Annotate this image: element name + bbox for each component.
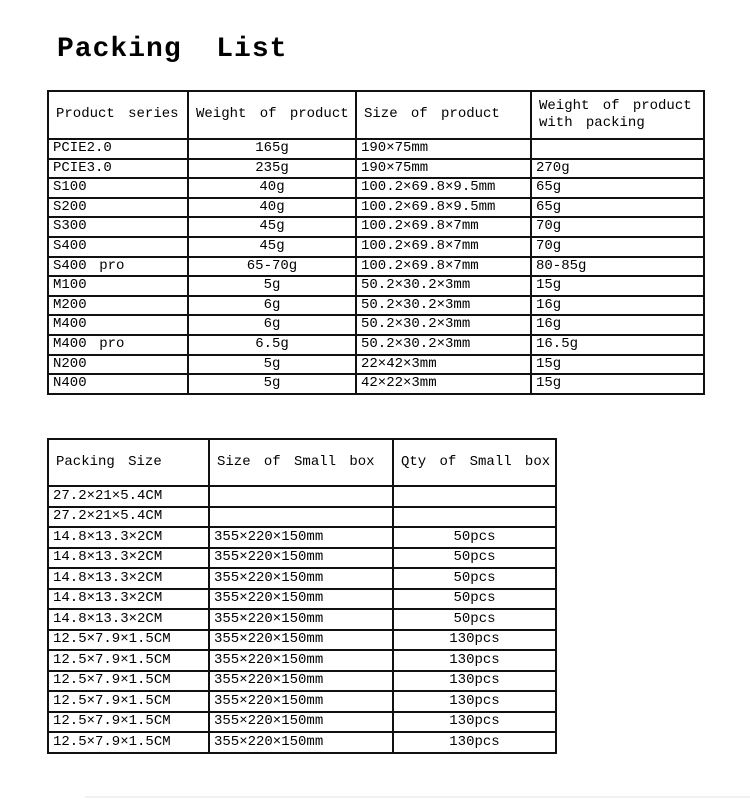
table-row — [48, 691, 556, 712]
packing-table-cell-r2-c0: 14.8×13.3×2CM — [48, 527, 209, 548]
packing-table-cell-r9-c2: 130pcs — [393, 671, 556, 692]
page-title: Packing List — [57, 34, 288, 65]
product-table-cell-r1-c1: 235g — [188, 159, 356, 179]
product-table-cell-r2-c2: 100.2×69.8×9.5mm — [356, 178, 531, 198]
product-table-cell-r5-c0: S400 — [48, 237, 188, 257]
product-table-cell-r0-c0: PCIE2.0 — [48, 139, 188, 159]
table-row — [48, 315, 704, 335]
product-table-cell-r12-c0: N400 — [48, 374, 188, 394]
packing-table-header — [48, 439, 556, 486]
page-bottom-edge — [85, 796, 750, 798]
packing-table-cell-r8-c1: 355×220×150mm — [209, 650, 393, 671]
product-table-cell-r5-c1: 45g — [188, 237, 356, 257]
packing-table-cell-r3-c2: 50pcs — [393, 548, 556, 569]
product-table-cell-r5-c2: 100.2×69.8×7mm — [356, 237, 531, 257]
packing-table — [47, 438, 557, 754]
product-table-cell-r3-c0: S200 — [48, 198, 188, 218]
table-row — [48, 159, 704, 179]
product-table-cell-r1-c0: PCIE3.0 — [48, 159, 188, 179]
packing-table-cell-r4-c1: 355×220×150mm — [209, 568, 393, 589]
product-table-cell-r1-c2: 190×75mm — [356, 159, 531, 179]
packing-table-body — [48, 486, 556, 753]
product-table-cell-r10-c2: 50.2×30.2×3mm — [356, 335, 531, 355]
product-table-cell-r6-c0: S400 pro — [48, 257, 188, 277]
product-table-cell-r2-c1: 40g — [188, 178, 356, 198]
packing-table-cell-r1-c2 — [393, 507, 556, 528]
product-table-cell-r2-c3: 65g — [531, 178, 704, 198]
packing-table-cell-r7-c2: 130pcs — [393, 630, 556, 651]
packing-table-cell-r1-c0: 27.2×21×5.4CM — [48, 507, 209, 528]
product-table-cell-r0-c3 — [531, 139, 704, 159]
product-table-cell-r0-c2: 190×75mm — [356, 139, 531, 159]
table-row — [48, 276, 704, 296]
packing-table-cell-r4-c0: 14.8×13.3×2CM — [48, 568, 209, 589]
packing-table-cell-r1-c1 — [209, 507, 393, 528]
product-table-cell-r4-c2: 100.2×69.8×7mm — [356, 217, 531, 237]
product-table-cell-r12-c2: 42×22×3mm — [356, 374, 531, 394]
packing-table-cell-r0-c0: 27.2×21×5.4CM — [48, 486, 209, 507]
packing-table-cell-r11-c0: 12.5×7.9×1.5CM — [48, 712, 209, 733]
product-table-cell-r10-c3: 16.5g — [531, 335, 704, 355]
packing-table-cell-r9-c0: 12.5×7.9×1.5CM — [48, 671, 209, 692]
packing-table-cell-r11-c2: 130pcs — [393, 712, 556, 733]
product-table-cell-r9-c1: 6g — [188, 315, 356, 335]
table-row — [48, 507, 556, 528]
packing-table-cell-r6-c2: 50pcs — [393, 609, 556, 630]
packing-table-cell-r10-c2: 130pcs — [393, 691, 556, 712]
product-table-cell-r1-c3: 270g — [531, 159, 704, 179]
product-table-cell-r9-c2: 50.2×30.2×3mm — [356, 315, 531, 335]
product-table — [47, 90, 705, 395]
product-table-cell-r9-c3: 16g — [531, 315, 704, 335]
product-table-cell-r2-c0: S100 — [48, 178, 188, 198]
table-row — [48, 486, 556, 507]
packing-table-cell-r3-c1: 355×220×150mm — [209, 548, 393, 569]
product-table-cell-r4-c0: S300 — [48, 217, 188, 237]
product-table-cell-r11-c2: 22×42×3mm — [356, 355, 531, 375]
packing-table-cell-r8-c0: 12.5×7.9×1.5CM — [48, 650, 209, 671]
product-table-cell-r10-c1: 6.5g — [188, 335, 356, 355]
packing-table-cell-r5-c1: 355×220×150mm — [209, 589, 393, 610]
table-row — [48, 178, 704, 198]
packing-table-cell-r0-c2 — [393, 486, 556, 507]
product-table-cell-r0-c1: 165g — [188, 139, 356, 159]
packing-table-cell-r9-c1: 355×220×150mm — [209, 671, 393, 692]
table-row — [48, 568, 556, 589]
product-table-cell-r7-c0: M100 — [48, 276, 188, 296]
table-row — [48, 548, 556, 569]
packing-table-cell-r2-c2: 50pcs — [393, 527, 556, 548]
product-table-cell-r4-c1: 45g — [188, 217, 356, 237]
product-table-header — [48, 91, 704, 139]
product-table-cell-r9-c0: M400 — [48, 315, 188, 335]
table-row — [48, 296, 704, 316]
packing-table-cell-r5-c2: 50pcs — [393, 589, 556, 610]
product-table-cell-r6-c2: 100.2×69.8×7mm — [356, 257, 531, 277]
table-row — [48, 237, 704, 257]
product-table-cell-r8-c0: M200 — [48, 296, 188, 316]
product-table-header-3: Weight of product with packing — [531, 91, 704, 139]
product-table-cell-r4-c3: 70g — [531, 217, 704, 237]
packing-table-cell-r12-c2: 130pcs — [393, 732, 556, 753]
packing-table-cell-r8-c2: 130pcs — [393, 650, 556, 671]
product-table-body — [48, 139, 704, 394]
product-table-cell-r3-c3: 65g — [531, 198, 704, 218]
packing-table-header-1: Size of Small box — [209, 439, 393, 486]
product-table-cell-r8-c1: 6g — [188, 296, 356, 316]
packing-table-cell-r0-c1 — [209, 486, 393, 507]
table-row — [48, 650, 556, 671]
product-table-cell-r11-c0: N200 — [48, 355, 188, 375]
packing-table-header-row — [48, 439, 556, 486]
packing-table-cell-r5-c0: 14.8×13.3×2CM — [48, 589, 209, 610]
table-row — [48, 527, 556, 548]
product-table-cell-r6-c3: 80-85g — [531, 257, 704, 277]
table-row — [48, 374, 704, 394]
table-row — [48, 630, 556, 651]
packing-table-header-2: Qty of Small box — [393, 439, 556, 486]
packing-table-header-0: Packing Size — [48, 439, 209, 486]
product-table-header-row — [48, 91, 704, 139]
table-row — [48, 217, 704, 237]
product-table-cell-r10-c0: M400 pro — [48, 335, 188, 355]
table-row — [48, 589, 556, 610]
product-table-cell-r6-c1: 65-70g — [188, 257, 356, 277]
product-table-cell-r8-c3: 16g — [531, 296, 704, 316]
product-table-cell-r11-c3: 15g — [531, 355, 704, 375]
packing-table-cell-r6-c0: 14.8×13.3×2CM — [48, 609, 209, 630]
product-table-cell-r7-c2: 50.2×30.2×3mm — [356, 276, 531, 296]
packing-table-cell-r10-c0: 12.5×7.9×1.5CM — [48, 691, 209, 712]
product-table-cell-r5-c3: 70g — [531, 237, 704, 257]
table-row — [48, 335, 704, 355]
packing-table-cell-r4-c2: 50pcs — [393, 568, 556, 589]
product-table-cell-r8-c2: 50.2×30.2×3mm — [356, 296, 531, 316]
packing-table-cell-r7-c1: 355×220×150mm — [209, 630, 393, 651]
packing-table-cell-r10-c1: 355×220×150mm — [209, 691, 393, 712]
packing-table-cell-r7-c0: 12.5×7.9×1.5CM — [48, 630, 209, 651]
table-row — [48, 712, 556, 733]
packing-table-cell-r12-c0: 12.5×7.9×1.5CM — [48, 732, 209, 753]
table-row — [48, 732, 556, 753]
table-row — [48, 257, 704, 277]
packing-table-cell-r6-c1: 355×220×150mm — [209, 609, 393, 630]
product-table-cell-r12-c3: 15g — [531, 374, 704, 394]
product-table-cell-r7-c3: 15g — [531, 276, 704, 296]
packing-table-cell-r3-c0: 14.8×13.3×2CM — [48, 548, 209, 569]
product-table-cell-r11-c1: 5g — [188, 355, 356, 375]
packing-table-cell-r12-c1: 355×220×150mm — [209, 732, 393, 753]
table-row — [48, 671, 556, 692]
packing-table-cell-r11-c1: 355×220×150mm — [209, 712, 393, 733]
product-table-header-2: Size of product — [356, 91, 531, 139]
product-table-cell-r7-c1: 5g — [188, 276, 356, 296]
product-table-cell-r12-c1: 5g — [188, 374, 356, 394]
product-table-header-0: Product series — [48, 91, 188, 139]
packing-table-cell-r2-c1: 355×220×150mm — [209, 527, 393, 548]
table-row — [48, 139, 704, 159]
table-row — [48, 355, 704, 375]
product-table-cell-r3-c2: 100.2×69.8×9.5mm — [356, 198, 531, 218]
table-row — [48, 609, 556, 630]
table-row — [48, 198, 704, 218]
product-table-cell-r3-c1: 40g — [188, 198, 356, 218]
product-table-header-1: Weight of product — [188, 91, 356, 139]
